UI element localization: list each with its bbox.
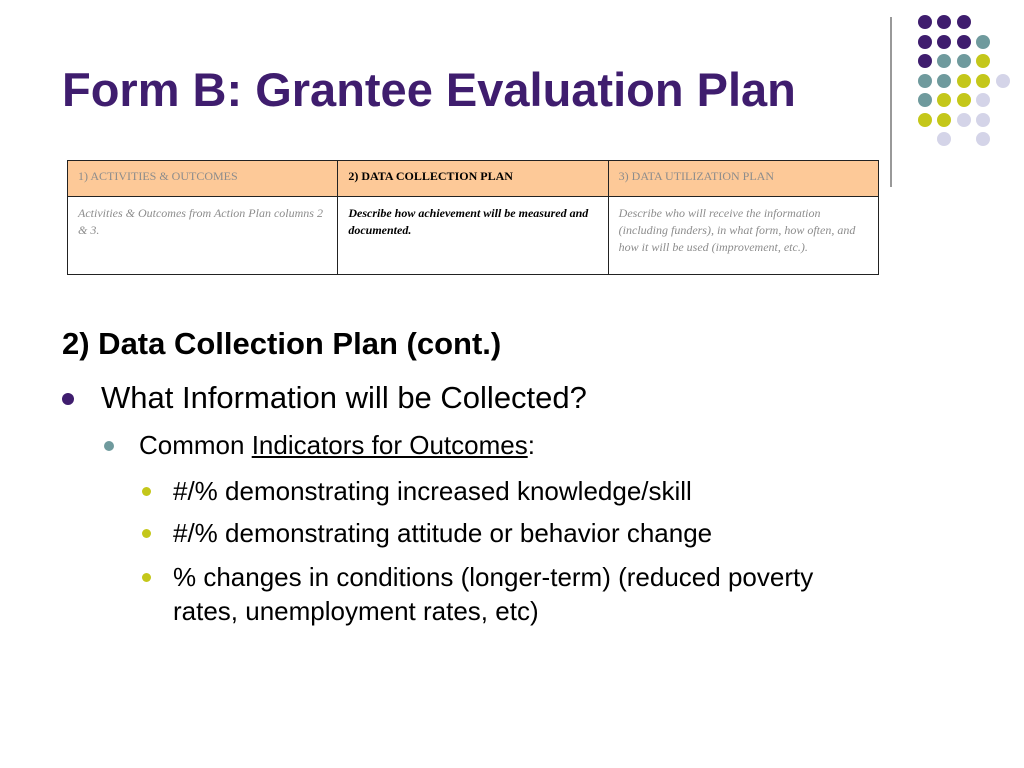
decorative-dot	[937, 54, 951, 68]
list-item-text: #/% demonstrating increased knowledge/skill	[173, 476, 692, 506]
decorative-dot	[918, 15, 932, 29]
decorative-dot	[976, 54, 990, 68]
cell-data-utilization-description: Describe who will receive the information (including funders), in what form, how often, and how it will be used (improvement, etc.).	[608, 197, 878, 275]
decorative-divider	[890, 17, 892, 187]
bullet-dot-icon	[142, 573, 151, 582]
decorative-dot	[957, 74, 971, 88]
bullet-text	[139, 430, 535, 461]
bullet-dot-icon	[142, 487, 151, 496]
cell-data-collection-description: Describe how achievement will be measured and documented.	[338, 197, 608, 275]
bullet-dot-icon	[142, 529, 151, 538]
decorative-dot	[937, 132, 951, 146]
header-data-collection-plan: 2) DATA COLLECTION PLAN	[338, 161, 608, 197]
bullet-text: What Information will be Collected?	[101, 380, 587, 415]
decorative-dot	[957, 54, 971, 68]
decorative-dot	[937, 93, 951, 107]
decorative-dot	[976, 74, 990, 88]
bullet-suffix: :	[527, 430, 535, 460]
decorative-dot	[976, 93, 990, 107]
decorative-dot	[937, 15, 951, 29]
decorative-dot	[937, 113, 951, 127]
bullet-dot-icon	[62, 393, 74, 405]
decorative-dot	[918, 113, 932, 127]
header-activities-outcomes: 1) ACTIVITIES & OUTCOMES	[68, 161, 338, 197]
list-item-text: #/% demonstrating attitude or behavior change	[173, 518, 713, 548]
decorative-dot	[918, 74, 932, 88]
indicators-link: Indicators for Outcomes	[251, 430, 528, 460]
decorative-dot	[957, 113, 971, 127]
decorative-dot	[937, 74, 951, 88]
list-item-text: % changes in conditions (longer-term) (reduced poverty rates, unemployment rates, etc)	[173, 562, 814, 626]
table-row	[68, 197, 879, 275]
decorative-dot	[976, 113, 990, 127]
decorative-dot	[996, 74, 1010, 88]
decorative-dot	[957, 93, 971, 107]
slide-title: Form B: Grantee Evaluation Plan	[62, 63, 796, 116]
decorative-dot	[976, 132, 990, 146]
cell-activities-description: Activities & Outcomes from Action Plan columns 2 & 3.	[68, 197, 338, 275]
decorative-dot	[976, 35, 990, 49]
decorative-dot	[937, 35, 951, 49]
decorative-dot	[918, 35, 932, 49]
decorative-dot	[957, 35, 971, 49]
evaluation-plan-table	[67, 160, 879, 275]
header-data-utilization-plan: 3) DATA UTILIZATION PLAN	[608, 161, 878, 197]
section-subheading: 2) Data Collection Plan (cont.)	[62, 326, 502, 361]
bullet-dot-icon	[104, 441, 114, 451]
decorative-dot	[918, 54, 932, 68]
bullet-prefix: Common	[139, 430, 252, 460]
decorative-dot	[918, 93, 932, 107]
table-header-row	[68, 161, 879, 197]
decorative-dot	[957, 15, 971, 29]
